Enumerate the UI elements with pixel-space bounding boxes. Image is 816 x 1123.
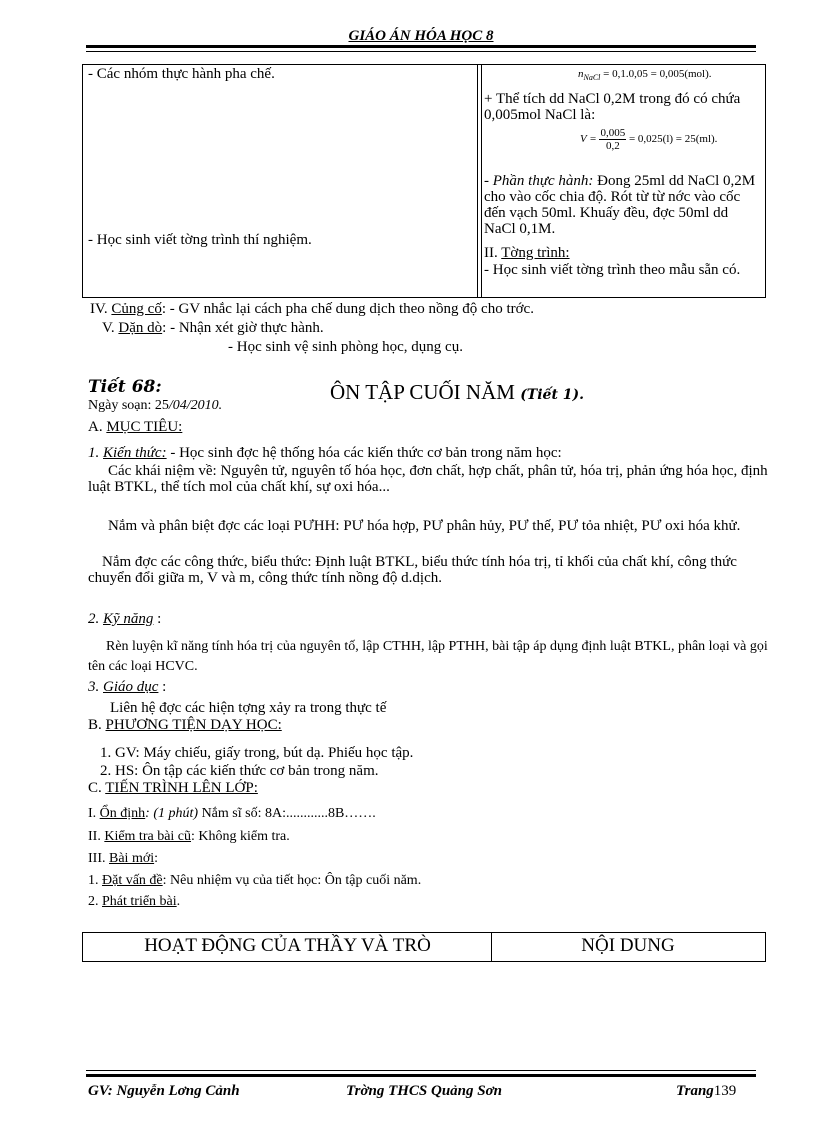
footer-teacher: GV: Nguyễn Lơng Cảnh — [88, 1083, 240, 1099]
footer-page: Trang139 — [676, 1083, 737, 1099]
skills-heading: 2. Kỹ năng : — [88, 611, 162, 627]
report-heading: II. Tờng trình: — [484, 245, 570, 261]
table-divider — [477, 64, 478, 298]
section-b-item-2: 2. HS: Ôn tập các kiến thức cơ bản trong năm. — [100, 763, 379, 779]
knowledge-intro: 1. Kiến thức: - Học sinh đợc hệ thống hóa các kiến thức cơ bản trong năm học: — [88, 445, 562, 461]
volume-text: + Thể tích dd NaCl 0,2M trong đó có chứa 0,005mol NaCl là: — [484, 91, 741, 123]
header-rule-thick — [86, 45, 756, 48]
knowledge-paragraph-3: Nắm đợc các công thức, biểu thức: Định luật BTKL, biểu thức tính hóa trị, tỉ khối của chất khí, công thức chuyển đổi giữa m, V và m, công thức tính nồng độ d.dịch. — [88, 554, 737, 586]
formula-volume: V = $\frac{0,005}{0,2}$ = 0,025(l) = 25(ml). — [580, 127, 718, 152]
column-header-activities: HOẠT ĐỘNG CỦA THẦY VÀ TRÒ — [144, 935, 431, 956]
column-header-content: NỘI DUNG — [581, 935, 675, 956]
knowledge-paragraph-2: Nắm và phân biệt đợc các loại PƯHH: PƯ hóa hợp, PƯ phân hủy, PƯ thế, PƯ tỏa nhiệt, PƯ oxi hóa khử. — [108, 518, 741, 534]
homework-line-1: V. Dặn dò: - Nhận xét giờ thực hành. — [102, 320, 324, 336]
step-i: I. Ổn định: (1 phút) Nắm sĩ số: 8A:............8B……. — [88, 806, 376, 821]
section-b-item-1: 1. GV: Máy chiếu, giấy trong, bút dạ. Phiếu học tập. — [100, 745, 414, 761]
consolidation-line: IV. Củng cố: - GV nhắc lại cách pha chế dung dịch theo nồng độ cho trớc. — [90, 301, 534, 317]
formula-moles: $n_{NaCl} = 0,1.0,05 = 0,005(mol)$. — [578, 68, 712, 83]
knowledge-paragraph-1: Các khái niệm về: Nguyên tử, nguyên tố hóa học, đơn chất, hợp chất, phân tử, hóa trị, phản ứng hóa học, định luật BTKL, thể tích mol của chất khí, sự oxi hóa... — [88, 463, 768, 495]
report-text: - Học sinh viết tờng trình theo mẫu sẵn có. — [484, 262, 741, 278]
table-left-line-1: - Các nhóm thực hành pha chế. — [88, 66, 275, 82]
prepared-date: Ngày soạn: 25/04/2010. — [88, 398, 223, 413]
step-iii: III. Bài mới: — [88, 851, 159, 866]
section-b-heading: B. PHƯƠNG TIỆN DẠY HỌC: — [88, 717, 282, 733]
footer-rule-thin — [86, 1070, 756, 1071]
education-text: Liên hệ đợc các hiện tợng xảy ra trong thực tế — [110, 700, 387, 716]
skills-text: Rèn luyện kĩ năng tính hóa trị của nguyên tố, lập CTHH, lập PTHH, bài tập áp dụng định luật BTKL, phân loại và gọi tên các loại HCVC. — [88, 639, 768, 674]
table-divider-inner — [481, 64, 482, 298]
footer-school: Trờng THCS Quảng Sơn — [346, 1083, 503, 1099]
lesson-number: Tiết 68: — [88, 377, 162, 397]
section-a-heading: A. MỤC TIÊU: — [88, 419, 183, 435]
lesson-title: ÔN TẬP CUỐI NĂM (Tiết 1). — [330, 380, 585, 404]
table-left-line-2: - Học sinh viết tờng trình thí nghiệm. — [88, 232, 312, 248]
step-2: 2. Phát triển bài. — [88, 894, 181, 909]
footer-rule-thick — [86, 1074, 756, 1077]
page-header-title: GIÁO ÁN HÓA HỌC 8 — [348, 28, 494, 44]
homework-line-2: - Học sinh vệ sinh phòng học, dụng cụ. — [228, 339, 463, 355]
step-1: 1. Đặt vấn đề: Nêu nhiệm vụ của tiết học: Ôn tập cuối năm. — [88, 873, 422, 888]
education-heading: 3. Giáo dục : — [88, 679, 167, 695]
header-rule-thin — [86, 51, 756, 52]
step-ii: II. Kiểm tra bài cũ: Không kiểm tra. — [88, 829, 290, 844]
section-c-heading: C. TIẾN TRÌNH LÊN LỚP: — [88, 780, 258, 796]
practice-text: - Phần thực hành: Đong 25ml dd NaCl 0,2M cho vào cốc chia độ. Rót từ từ nớc vào cốc đến vạch 50ml. Khuấy đều, đợc 50ml dd NaCl 0,1M. — [484, 173, 756, 237]
